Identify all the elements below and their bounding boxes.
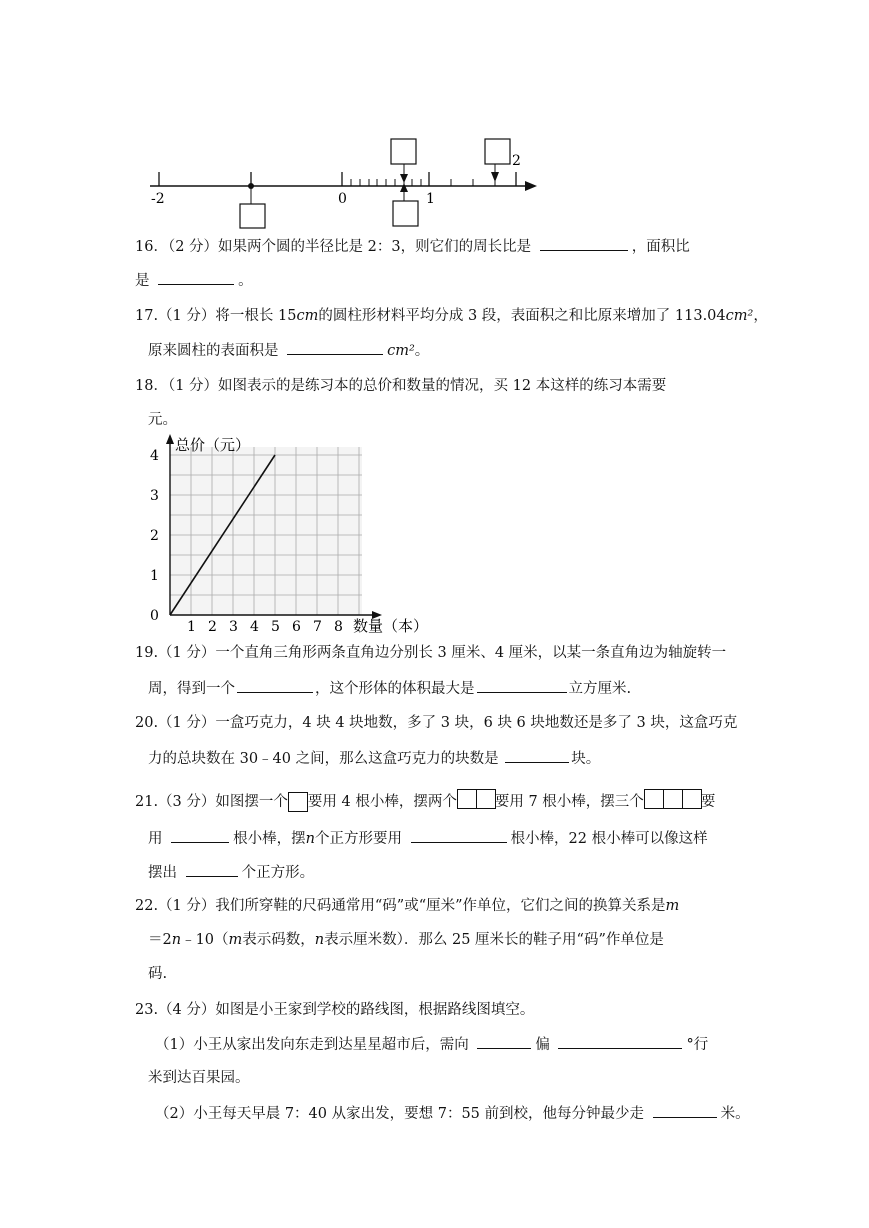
question-16-cont: 是 。 (135, 270, 253, 291)
answer-blank[interactable] (477, 1034, 531, 1049)
question-21: 21.（3 分）如图摆一个 要用 4 根小棒，摆两个 要用 7 根小棒，摆三个 要 (135, 789, 715, 815)
question-23-part1-cont: 米到达百果园。 (148, 1070, 250, 1086)
question-23-part1: （1）小王从家出发向东走到达星星超市后，需向 偏 °行 (155, 1034, 708, 1055)
price-quantity-chart (140, 432, 440, 637)
question-18: 18．（1 分）如图表示的是练习本的总价和数量的情况，买 12 本这样的练习本需要 (135, 378, 667, 394)
tick-label: 1 (426, 191, 435, 207)
question-19: 19.（1 分）一个直角三角形两条直角边分别长 3 厘米、4 厘米，以某一条直角边为轴旋转一 (135, 645, 727, 661)
x-tick-label: 2 (208, 619, 217, 635)
answer-blank[interactable] (505, 748, 569, 763)
y-tick-label: 0 (150, 608, 159, 624)
question-19-cont: 周，得到一个 ，这个形体的体积最大是 立方厘米. (148, 678, 631, 699)
answer-blank[interactable] (477, 678, 567, 693)
x-tick-label: 1 (187, 619, 196, 635)
x-tick-label: 5 (271, 619, 280, 635)
x-axis-label: 数量（本） (353, 617, 429, 635)
x-tick-label: 3 (229, 619, 238, 635)
question-20: 20.（1 分）一盒巧克力，4 块 4 块地数，多了 3 块，6 块 6 块地数还是多了 3 块，这盒巧克 (135, 715, 738, 731)
question-17: 17.（1 分）将一根长 15cm的圆柱形材料平均分成 3 段，表面积之和比原来增加了 113.04cm²， (135, 308, 768, 324)
chart-grid-bg (170, 447, 362, 615)
three-squares-figure (644, 789, 701, 815)
question-22: 22.（1 分）我们所穿鞋的尺码通常用“码”或“厘米”作单位，它们之间的换算关系是m (135, 898, 680, 914)
question-22-cont: ＝2n﹣10（m表示码数，n表示厘米数）．那么 25 厘米长的鞋子用“码”作单位是 (148, 932, 664, 948)
question-23: 23.（4 分）如图是小王家到学校的路线图，根据路线图填空。 (135, 1002, 535, 1018)
answer-box (391, 139, 416, 164)
answer-blank[interactable] (558, 1034, 682, 1049)
two-squares-figure (457, 789, 495, 815)
question-23-part2: （2）小王每天早晨 7：40 从家出发，要想 7：55 前到校，他每分钟最少走 米。 (155, 1103, 750, 1124)
answer-box (393, 201, 418, 226)
x-tick-label: 7 (313, 619, 322, 635)
tick-label: 2 (512, 153, 521, 169)
question-22-cont2: 码. (148, 966, 168, 982)
y-tick-label: 1 (150, 568, 159, 584)
tick-label: 0 (338, 191, 347, 207)
y-axis-arrow (166, 434, 174, 444)
answer-box (485, 139, 510, 164)
answer-blank[interactable] (171, 828, 229, 843)
question-21-cont2: 摆出 个正方形。 (148, 862, 314, 883)
answer-blank[interactable] (237, 678, 313, 693)
y-axis-label: 总价（元） (175, 436, 251, 454)
x-tick-label: 4 (250, 619, 259, 635)
answer-blank[interactable] (287, 340, 383, 355)
x-tick-label: 8 (334, 619, 343, 635)
answer-blank[interactable] (653, 1103, 717, 1118)
answer-blank[interactable] (158, 270, 234, 285)
answer-blank[interactable] (540, 236, 628, 251)
y-tick-label: 4 (150, 448, 159, 464)
x-tick-label: 6 (292, 619, 301, 635)
question-20-cont: 力的总块数在 30﹣40 之间，那么这盒巧克力的块数是 块。 (148, 748, 600, 769)
tick-label: -2 (151, 191, 165, 207)
number-line-figure (145, 135, 540, 230)
y-tick-label: 3 (150, 488, 159, 504)
question-17-cont: 原来圆柱的表面积是 cm²。 (148, 340, 429, 361)
answer-box (240, 204, 265, 228)
answer-blank[interactable] (411, 828, 507, 843)
question-21-cont: 用 根小棒，摆n个正方形要用 根小棒，22 根小棒可以像这样 (148, 828, 708, 849)
answer-blank[interactable] (186, 862, 238, 877)
one-square-figure (288, 792, 308, 812)
y-tick-label: 2 (150, 528, 159, 544)
question-16: 16．（2 分）如果两个圆的半径比是 2：3，则它们的周长比是 ，面积比 (135, 236, 690, 257)
question-18-cont: 元。 (148, 412, 177, 428)
